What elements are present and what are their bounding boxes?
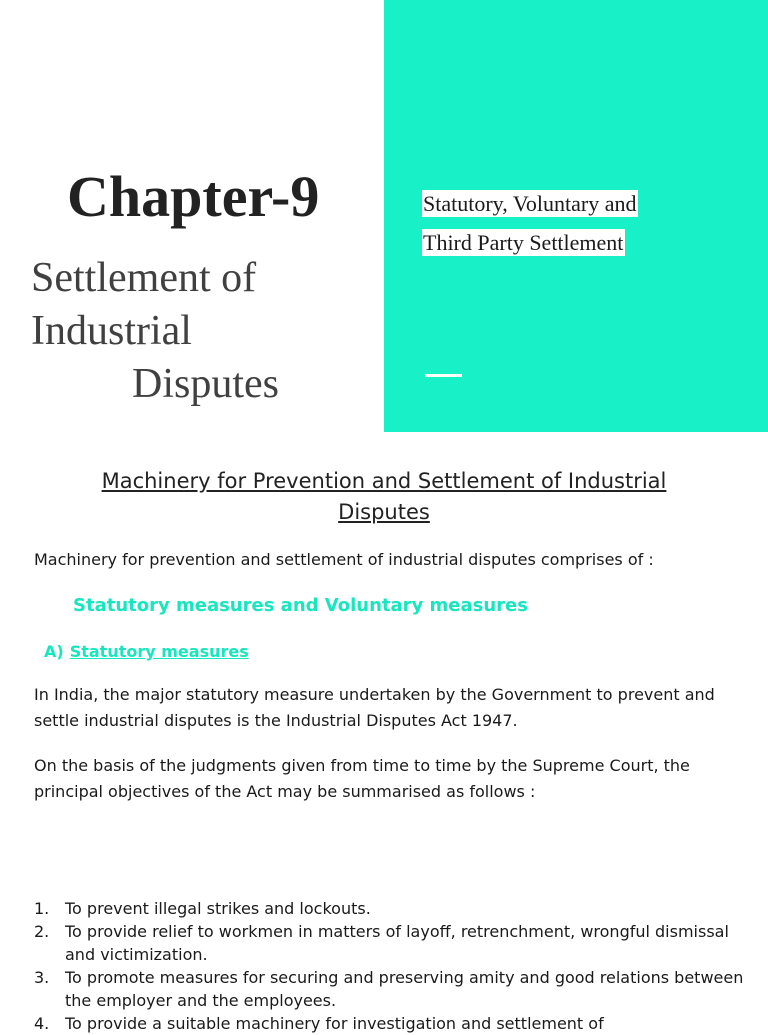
section-heading	[0, 466, 768, 528]
list-item-text: To prevent illegal strikes and lockouts.	[65, 899, 371, 918]
decorative-dash	[425, 374, 462, 377]
list-item	[34, 920, 750, 966]
panel-caption-line-2: Third Party Settlement	[423, 230, 624, 255]
chapter-title: Chapter-9	[67, 164, 320, 229]
section-heading-line-2: Disputes	[338, 500, 430, 524]
section-heading-line-1: Machinery for Prevention and Settlement of Industrial	[101, 469, 667, 493]
intro-text: Machinery for prevention and settlement of industrial disputes comprises of :	[34, 550, 654, 569]
panel-caption	[422, 186, 638, 264]
subtitle-line-1: Settlement of	[31, 255, 257, 301]
subtitle-line-3: Disputes	[132, 361, 279, 407]
subtitle-line-2: Industrial	[31, 308, 192, 354]
list-item	[34, 897, 750, 920]
list-item-text: To provide relief to workmen in matters of layoff, retrenchment, wrongful dismissal and victimization.	[65, 922, 729, 964]
statutory-prefix: A)	[44, 642, 64, 661]
list-item-number: 4.	[34, 1014, 50, 1033]
statutory-measures-heading	[44, 640, 249, 664]
chapter-subtitle	[31, 252, 279, 411]
list-item	[34, 966, 750, 1012]
statutory-measures-link[interactable]: Statutory measures	[69, 642, 249, 661]
objectives-list	[34, 897, 750, 1035]
list-item-number: 3.	[34, 968, 50, 987]
list-item-number: 2.	[34, 922, 50, 941]
list-item-text: To promote measures for securing and preserving amity and good relations between the employer and the employees.	[65, 968, 744, 1010]
paragraph-act: In India, the major statutory measure undertaken by the Government to prevent and settle industrial disputes is the Industrial Disputes Act 1947.	[34, 685, 715, 730]
panel-caption-line-1: Statutory, Voluntary and	[423, 191, 637, 216]
list-item-text: To provide a suitable machinery for investigation and settlement of	[65, 1014, 604, 1033]
measures-heading: Statutory measures and Voluntary measures	[73, 595, 528, 616]
paragraph-objectives-intro: On the basis of the judgments given from time to time by the Supreme Court, the principal objectives of the Act may be summarised as follows :	[34, 756, 690, 801]
list-item-number: 1.	[34, 899, 50, 918]
